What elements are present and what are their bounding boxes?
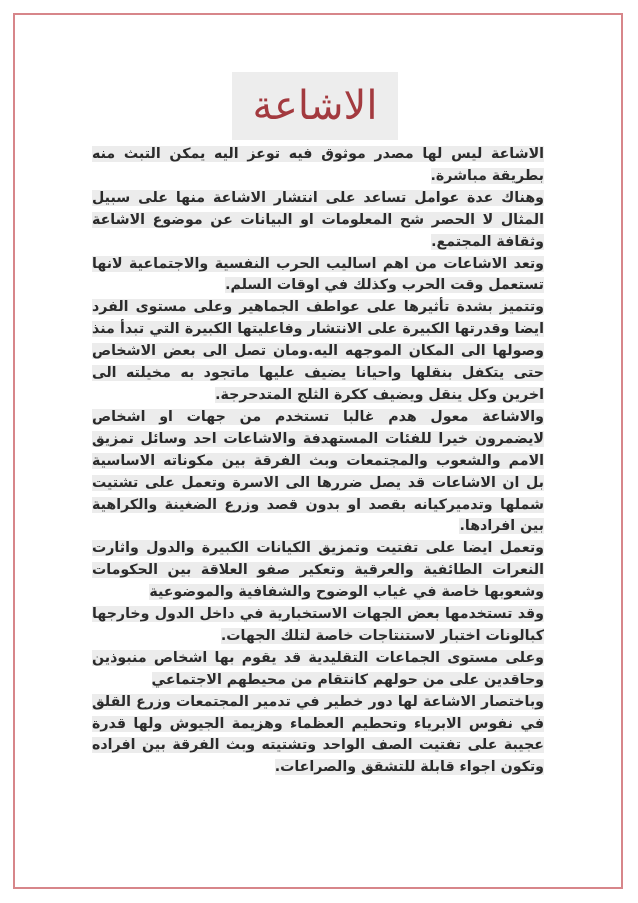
paragraph-text: وهناك عدة عوامل تساعد على انتشار الاشاعة منها على سبيل المثال لا الحصر شح المعلومات او البيانات عن موضوع الاشاعة وثقافة المجتمع. <box>92 189 544 250</box>
paragraph-8 <box>92 648 544 692</box>
paragraph-text: وتعد الاشاعات من اهم اساليب الحرب النفسية والاجتماعية لانها تستعمل وقت الحرب وكذلك في اوقات السلم. <box>92 255 544 294</box>
paragraph-7 <box>92 604 544 648</box>
paragraph-text: وعلى مستوى الجماعات التقليدية قد يقوم بها اشخاص منبوذين وحاقدين على من حولهم كانتقام من محيطهم الاجتماعي <box>92 649 544 688</box>
paragraph-6 <box>92 538 544 604</box>
paragraph-9 <box>92 692 544 780</box>
paragraph-4 <box>92 297 544 407</box>
paragraph-text: الاشاعة ليس لها مصدر موثوق فيه توعز اليه يمكن التبث منه بطريقة مباشرة. <box>92 146 544 184</box>
paragraph-text: وقد تستخدمها بعض الجهات الاستخبارية في داخل الدول وخارجها كبالونات اختبار لاستنتاجات خاصة لتلك الجهات. <box>92 606 544 644</box>
paragraph-text: وتعمل ايضا على تفتيت وتمزيق الكيانات الكبيرة والدول واثارت النعرات الطائفية والعرقية وتعكير صفو العلاقة بين الحكومات وشعوبها خاصة في غياب الوضوح والشفافية والموضوعية <box>92 540 544 601</box>
paragraph-2 <box>92 188 544 254</box>
paragraph-3 <box>92 254 544 298</box>
document-body <box>92 144 544 779</box>
paragraph-5 <box>92 407 544 538</box>
paragraph-text: والاشاعة معول هدم غالبا تستخدم من جهات او اشخاص لايضمرون خيرا للفئات المستهدفة والاشاعات احد وسائل تمزيق الامم والشعوب والمجتمعات وبث الفرقة بين مكوناته الاساسية بل ان الاشاعات قد يصل ضررها الى الاسرة وتعمل على تشتيت شملها وتدميركيانه بقصد او بدون قصد وزرع الضغينة والكراهية بين افرادها. <box>92 408 544 535</box>
paragraph-text: وباختصار الاشاعة لها دور خطير في تدمير المجتمعات وزرع القلق في نفوس الابرياء وتحطيم العظماء وهزيمة الجيوش ولها قدرة عجيبة على تفتيت الصف الواحد وتشتيته وبث الفرقة بين افراده وتكون اجواء قابلة للتشقق والصراعات. <box>92 693 544 776</box>
page-title: الاشاعة <box>232 72 398 140</box>
paragraph-1 <box>92 144 544 188</box>
paragraph-text: وتتميز بشدة تأثيرها على عواطف الجماهير وعلى مستوى الفرد ايضا وقدرتها الكبيرة على الانتشار وفاعليتها الكبيرة التي تبدأ منذ وصولها الى المكان الموجهه اليه.ومان تصل الى بعض الاشخاص حتى يتكفل بنقلها واحيانا يضيف عليها ماتجود به مخيلته الى اخرين وكل ينقل ويضيف ككرة الثلج المتدحرجة. <box>92 299 544 403</box>
